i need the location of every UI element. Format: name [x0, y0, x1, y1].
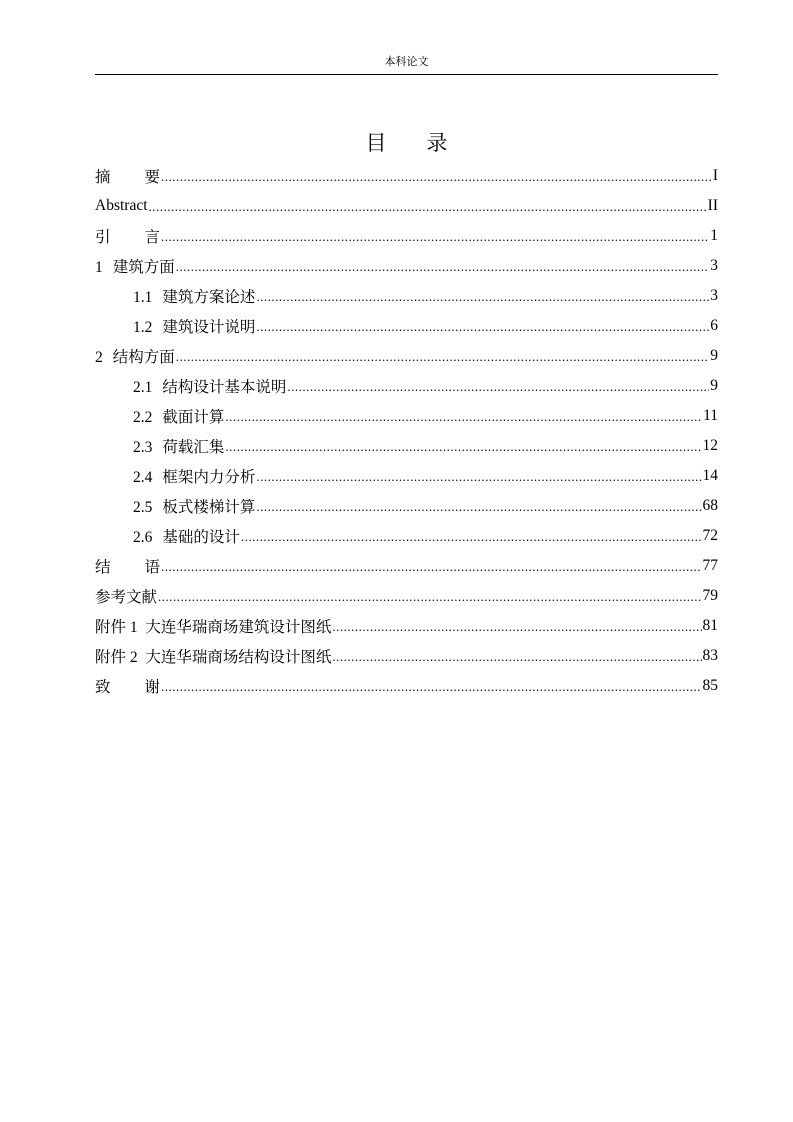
toc-entry-section-2-4[interactable] [95, 461, 718, 491]
toc-entry-conclusion[interactable] [95, 551, 718, 581]
toc-entry-page: 72 [702, 527, 718, 544]
toc-entry-label: 摘要 [95, 169, 161, 186]
toc-entry-section-2-1[interactable] [95, 371, 718, 401]
toc-entry-label: 1 建筑方面 [95, 259, 175, 276]
toc-leader-dots [149, 198, 707, 216]
toc-entry-page: 6 [710, 317, 718, 334]
toc-entry-page: 9 [710, 377, 718, 394]
table-of-contents [95, 161, 718, 701]
toc-entry-section-2-5[interactable] [95, 491, 718, 521]
toc-entry-label: 致谢 [95, 679, 161, 696]
toc-entry-page: 9 [710, 347, 718, 364]
toc-entry-page: 77 [702, 557, 718, 574]
toc-leader-dots [256, 288, 709, 306]
toc-entry-section-2-2[interactable] [95, 401, 718, 431]
toc-entry-page: 81 [702, 617, 718, 634]
toc-leader-dots [161, 558, 701, 576]
toc-entry-abstract-cn[interactable] [95, 161, 718, 191]
toc-leader-dots [158, 588, 701, 606]
toc-entry-appendix-1[interactable] [95, 611, 718, 641]
toc-leader-dots [161, 678, 701, 696]
toc-leader-dots [256, 318, 709, 336]
toc-leader-dots [161, 168, 712, 186]
toc-entry-label: 引言 [95, 229, 161, 246]
toc-entry-label: 1.2 建筑设计说明 [133, 319, 256, 336]
toc-entry-page: II [707, 197, 718, 214]
toc-entry-label: 附件 2 大连华瑞商场结构设计图纸 [95, 649, 332, 666]
toc-leader-dots [176, 258, 709, 276]
toc-entry-references[interactable] [95, 581, 718, 611]
toc-leader-dots [225, 408, 702, 426]
toc-entry-label: 附件 1 大连华瑞商场建筑设计图纸 [95, 619, 332, 636]
toc-leader-dots [241, 528, 702, 546]
toc-entry-label: 2.6 基础的设计 [133, 529, 240, 546]
running-header [95, 56, 718, 75]
toc-entry-page: 3 [710, 287, 718, 304]
toc-entry-abstract-en[interactable] [95, 191, 718, 221]
toc-entry-chapter-1[interactable] [95, 251, 718, 281]
toc-leader-dots [176, 348, 709, 366]
toc-entry-appendix-2[interactable] [95, 641, 718, 671]
toc-entry-section-1-2[interactable] [95, 311, 718, 341]
toc-entry-page: 85 [702, 677, 718, 694]
toc-entry-label: 2.5 板式楼梯计算 [133, 499, 256, 516]
toc-entry-label: 2.3 荷载汇集 [133, 439, 225, 456]
toc-entry-chapter-2[interactable] [95, 341, 718, 371]
toc-title-left: 目 [365, 131, 387, 155]
toc-entry-introduction[interactable] [95, 221, 718, 251]
toc-entry-page: 3 [710, 257, 718, 274]
toc-leader-dots [332, 618, 701, 636]
toc-title-right: 录 [426, 131, 448, 155]
toc-entry-page: 14 [702, 467, 718, 484]
toc-entry-page: 79 [702, 587, 718, 604]
toc-entry-section-1-1[interactable] [95, 281, 718, 311]
toc-entry-label: 2.1 结构设计基本说明 [133, 379, 287, 396]
toc-leader-dots [256, 498, 701, 516]
toc-entry-label: 2.2 截面计算 [133, 409, 225, 426]
toc-title [95, 128, 718, 158]
toc-entry-section-2-3[interactable] [95, 431, 718, 461]
toc-entry-page: 1 [710, 227, 718, 244]
toc-entry-label: 1.1 建筑方案论述 [133, 289, 256, 306]
toc-leader-dots [287, 378, 709, 396]
toc-entry-label: 结语 [95, 559, 161, 576]
toc-leader-dots [225, 438, 701, 456]
toc-entry-label: Abstract [95, 197, 148, 214]
toc-leader-dots [256, 468, 701, 486]
toc-entry-section-2-6[interactable] [95, 521, 718, 551]
toc-entry-page: 12 [702, 437, 718, 454]
running-header-text: 本科论文 [384, 56, 429, 68]
toc-entry-label: 2 结构方面 [95, 349, 175, 366]
toc-entry-label: 2.4 框架内力分析 [133, 469, 256, 486]
toc-entry-page: I [712, 167, 718, 184]
toc-entry-page: 68 [702, 497, 718, 514]
toc-leader-dots [161, 228, 709, 246]
toc-entry-acknowledgements[interactable] [95, 671, 718, 701]
toc-leader-dots [332, 648, 701, 666]
toc-entry-page: 83 [702, 647, 718, 664]
toc-entry-label: 参考文献 [95, 589, 158, 606]
toc-entry-page: 11 [703, 407, 718, 424]
